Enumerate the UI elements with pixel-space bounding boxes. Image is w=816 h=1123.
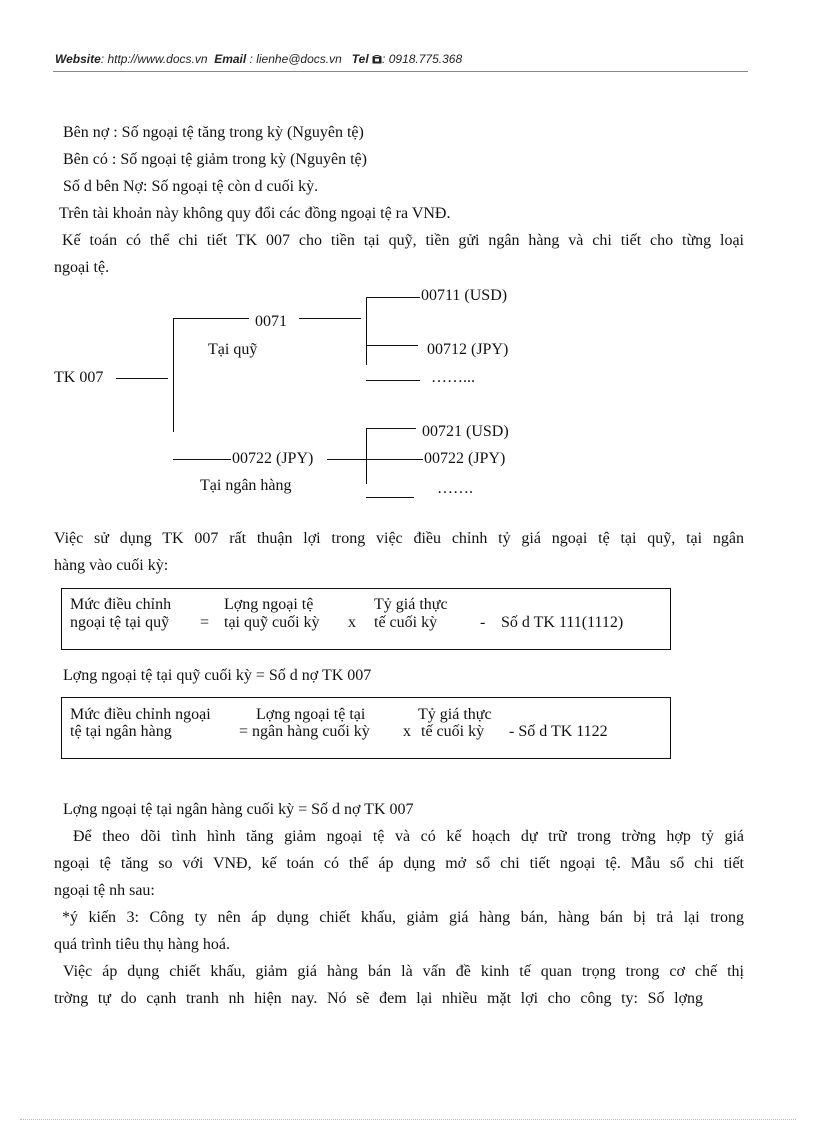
edge-00722-out xyxy=(327,459,366,460)
para-y-kien-line2: quá trình tiêu thụ hàng hoá. xyxy=(54,936,230,953)
edge-to-00712 xyxy=(366,345,418,346)
f1-times: x xyxy=(348,614,356,631)
edge-dots1 xyxy=(366,380,420,381)
f1-tai-quy: tại quỹ cuối kỳ xyxy=(224,614,320,631)
edge-dots2 xyxy=(366,497,414,498)
para-ap-dung-line1: Việc áp dụng chiết khấu, giảm giá hàng bán là vấn đề kinh tế quan trọng trong cơ chế thị xyxy=(63,963,744,980)
node-00712: 00712 (JPY) xyxy=(427,341,509,358)
para-theo-doi-line2: ngoại tệ tăng so với VNĐ, kế toán có thể áp dụng mở sổ chi tiết ngoại tệ. Mẫu sổ chi tiết xyxy=(54,855,744,872)
header-divider xyxy=(53,71,748,72)
trunk-bank xyxy=(366,428,367,484)
formula-box-quy xyxy=(61,588,671,650)
f1-minus: - xyxy=(480,614,486,631)
para-chi-tiet-line2: ngoại tệ. xyxy=(54,259,110,276)
edge-to-0071 xyxy=(173,318,249,319)
page-header xyxy=(55,52,462,66)
para-su-dung-line1: Việc sử dụng TK 007 rất thuận lợi trong việc điều chỉnh tỷ giá ngoại tệ tại quỹ, tại ngân xyxy=(54,530,744,547)
website-value: : http://www.docs.vn xyxy=(100,52,208,66)
label-tai-ngan-hang: Tại ngân hàng xyxy=(200,477,292,494)
trunk-0071 xyxy=(366,297,367,365)
f1-label-luong: Lợng ngoại tệ xyxy=(224,596,314,613)
para-luong-quy: Lợng ngoại tệ tại quỹ cuối kỳ = Số d nợ TK 007 xyxy=(63,667,372,684)
para-y-kien-line1: *ý kiến 3: Công ty nên áp dụng chiết khấu, giảm giá hàng bán, hàng bán bị trả lại trong xyxy=(62,909,744,926)
para-su-dung-line2: hàng vào cuối kỳ: xyxy=(54,557,169,574)
f1-te-cuoi-ky: tế cuối kỳ xyxy=(374,614,438,631)
page-bottom-divider xyxy=(20,1119,796,1120)
formula-box-ngan-hang xyxy=(61,697,671,759)
node-00711: 00711 (USD) xyxy=(421,287,508,304)
para-theo-doi-line3: ngoại tệ nh sau: xyxy=(54,882,155,899)
website-label: Website xyxy=(55,52,101,66)
node-dots1: ……... xyxy=(431,369,475,386)
f2-label-luong: Lợng ngoại tệ tại xyxy=(256,706,366,723)
f1-so-du: Số d TK 111(1112) xyxy=(501,614,624,631)
para-so-du: Số d bên Nợ: Số ngoại tệ còn d cuối kỳ. xyxy=(63,178,319,195)
f2-ngan-hang: = ngân hàng cuối kỳ xyxy=(239,723,370,740)
trunk-left xyxy=(173,318,174,432)
f2-times: x xyxy=(403,723,411,740)
f2-so-du: - Số d TK 1122 xyxy=(509,723,608,740)
para-ben-no: Bên nợ : Số ngoại tệ tăng trong kỳ (Nguyên tệ) xyxy=(63,124,364,141)
tel-label: Tel xyxy=(351,52,369,66)
node-00721: 00721 (USD) xyxy=(422,423,509,440)
f1-eq: = xyxy=(200,614,210,631)
label-tai-quy: Tại quỹ xyxy=(208,341,258,358)
edge-to-00711 xyxy=(366,297,420,298)
email-label: Email xyxy=(214,52,247,66)
email-value: : lienhe@docs.vn xyxy=(249,52,342,66)
node-dots2: ……. xyxy=(437,480,473,497)
edge-to-00722-left xyxy=(173,459,231,460)
f2-te-tai-ngan-hang: tệ tại ngân hàng xyxy=(70,723,172,740)
edge-0071-out xyxy=(299,318,361,319)
node-00722-left: 00722 (JPY) xyxy=(232,450,314,467)
edge-root xyxy=(116,378,168,379)
f1-label-ty-gia: Tỷ giá thực xyxy=(374,596,448,613)
para-theo-doi-line1: Để theo dõi tình hình tăng giảm ngoại tệ và có kế hoạch dự trữ trong trờng hợp tỷ giá xyxy=(73,828,744,845)
node-00722-right: 00722 (JPY) xyxy=(424,450,506,467)
edge-to-00721 xyxy=(366,428,416,429)
tel-value: : 0918.775.368 xyxy=(382,52,463,66)
f2-label-ty-gia: Tỷ giá thực xyxy=(418,706,492,723)
para-ben-co: Bên có : Số ngoại tệ giảm trong kỳ (Nguyên tệ) xyxy=(63,151,367,168)
para-khong-quy-doi: Trên tài khoản này không quy đổi các đồng ngoại tệ ra VNĐ. xyxy=(59,205,451,222)
f1-ngoai-te: ngoại tệ tại quỹ xyxy=(70,614,170,631)
para-ap-dung-line2: trờng tự do cạnh tranh nh hiện nay. Nó sẽ đem lại nhiều mặt lợi cho công ty: Số lợng xyxy=(54,990,703,1007)
f1-label-muc-dieu-chinh: Mức điều chỉnh xyxy=(70,596,172,613)
node-0071: 0071 xyxy=(255,313,287,330)
phone-icon xyxy=(372,54,382,64)
f2-te-cuoi-ky: tế cuối kỳ xyxy=(421,723,485,740)
f2-label-muc-dieu-chinh: Mức điều chỉnh ngoại xyxy=(70,706,211,723)
edge-to-00722-right xyxy=(366,459,423,460)
node-tk007: TK 007 xyxy=(54,369,104,386)
para-chi-tiet-line1: Kế toán có thể chi tiết TK 007 cho tiền tại quỹ, tiền gửi ngân hàng và chi tiết cho từng loại xyxy=(62,232,744,249)
para-luong-ngan-hang: Lợng ngoại tệ tại ngân hàng cuối kỳ = Số d nợ TK 007 xyxy=(63,801,414,818)
